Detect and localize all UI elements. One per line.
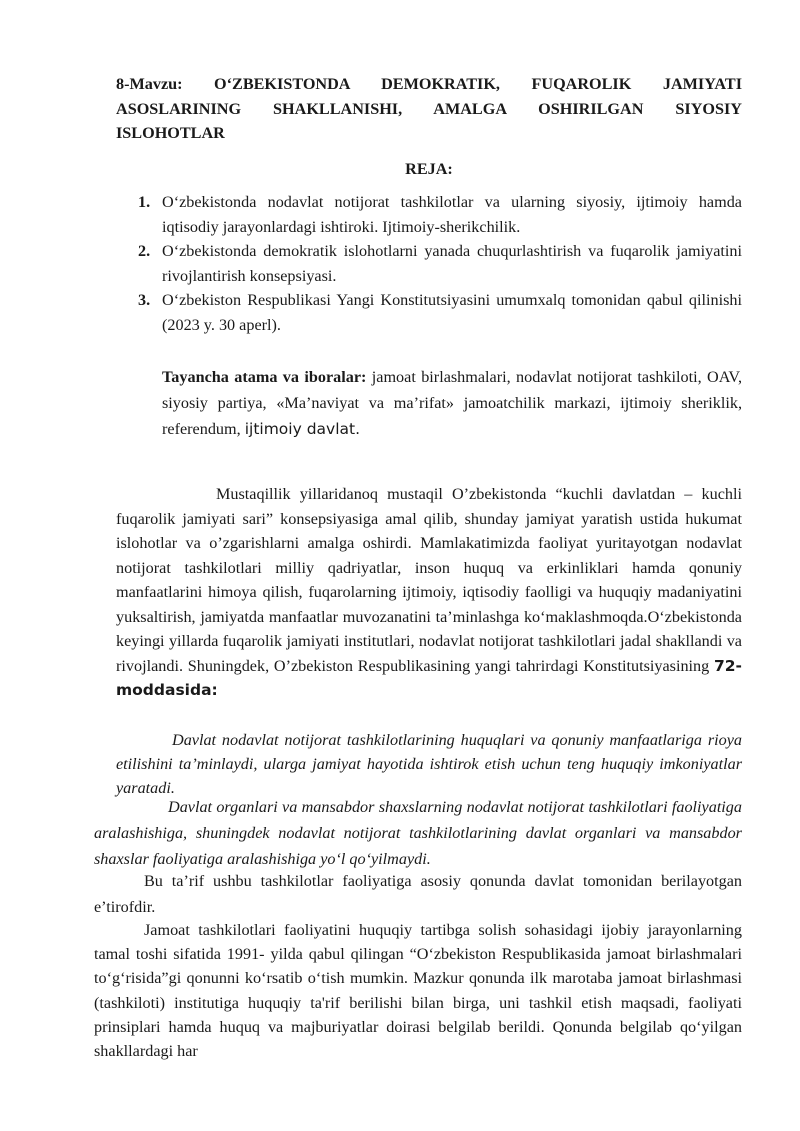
key-terms-label: Tayancha atama va iboralar: (162, 368, 367, 386)
constitution-quote-1: Davlat nodavlat notijorat tashkilotlarining huquqlari va qonuniy manfaatlariga rioya etilishini ta’minlaydi, ularga jamiyat hayotida ishtirok etish uchun teng huquqiy imkoniyatlar yaratadi. (116, 731, 742, 797)
plan-item (138, 288, 742, 337)
intro-paragraph-text: Mustaqillik yillaridanoq mustaqil O’zbekistonda “kuchli davlatdan – kuchli fuqarolik jamiyati sari” konsepsiyasiga amal qilib, shunday jamiyat yaratish ustida hukumat islohotlar va o’zgarishlarni amalga oshirdi. Mamlakatimizda faoliyat yuritayotgan nodavlat notijorat tashkilotlari milliy qadriyatlar, inson huquq va erkinliklari hamda qonuniy manfaatlarini himoya qilish, fuqarolarning ijtimoiy, iqtisodiy faolligi va huquqiy madaniyatini yuksaltirish, jamiyatda manfaatlar muvozanatini ta’minlashga ko‘maklashmoqda.O‘zbekistonda keyingi yillarda fuqarolik jamiyati institutlari, nodavlat notijorat tashkilotlari jadal shakllandi va rivojlandi. Shuningdek, O’zbekiston Respublikasining yangi tahrirdagi Konstitutsiyasining (116, 485, 742, 675)
key-terms-text: jamoat birlashmalari, nodavlat notijorat tashkiloti, OAV, siyosiy partiya, «Ma’naviyat va ma’rifat» jamoatchilik markazi, ijtimoiy sheriklik, referendum, (162, 368, 743, 438)
plan-item-number: 1. (138, 193, 151, 211)
body-paragraph-2: Bu ta’rif ushbu tashkilotlar faoliyatiga asosiy qonunda davlat tomonidan berilayotgan e’tirofdir. (94, 872, 742, 916)
plan-heading: REJA: (405, 160, 453, 178)
plan-item-text: O‘zbekistonda nodavlat notijorat tashkilotlar va ularning siyosiy, ijtimoiy hamda iqtisodiy jarayonlardagi ishtiroki. Ijtimoiy-sherikchilik. (162, 193, 742, 236)
key-terms-paragraph (162, 364, 742, 442)
plan-item-text: O‘zbekiston Respublikasi Yangi Konstitutsiyasini umumxalq tomonidan qabul qilinishi (2023 y. 30 aperl). (162, 291, 742, 334)
constitution-article-ref: 72-moddasida: (116, 656, 742, 699)
plan-item (138, 190, 742, 239)
plan-list (116, 190, 742, 337)
body-paragraph-3: Jamoat tashkilotlari faoliyatini huquqiy tartibga solish sohasidagi ijobiy jarayonlarning tamal toshi sifatida 1991- yilda qabul qilingan “O‘zbekiston Respublikasida jamoat birlashmalari to‘g‘risida”gi qonunni ko‘rsatib o‘tish mumkin. Mazkur qonunda ilk marotaba jamoat birlashmasi (tashkiloti) institutiga huquqiy ta'rif berilishi bilan birga, uni tashkil etish maqsadi, faoliyati prinsiplari hamda huquq va majburiyatlar doirasi belgilab berildi. Qonunda belgilab qo‘yilgan shakllardagi har (94, 921, 742, 1061)
intro-paragraph (116, 482, 742, 703)
key-terms-tail: ijtimoiy davlat. (244, 420, 361, 438)
plan-item-number: 3. (138, 291, 151, 309)
plan-item-number: 2. (138, 242, 151, 260)
constitution-quote-2: Davlat organlari va mansabdor shaxslarning nodavlat notijorat tashkilotlari faoliyatiga aralashishiga, shuningdek nodavlat notijorat tashkilotlarining davlat organlari va mansabdor shaxslar faoliyatiga aralashishiga yo‘l qo‘yilmaydi. (94, 798, 742, 868)
topic-title: 8-Mavzu: O‘ZBEKISTONDA DEMOKRATIK, FUQAROLIK JAMIYATI ASOSLARINING SHAKLLANISHI, AMALGA OSHIRILGAN SIYOSIY ISLOHOTLAR (116, 75, 742, 142)
plan-item (138, 239, 742, 288)
plan-item-text: O‘zbekistonda demokratik islohotlarni yanada chuqurlashtirish va fuqarolik jamiyatini rivojlantirish konsepsiyasi. (162, 242, 742, 285)
